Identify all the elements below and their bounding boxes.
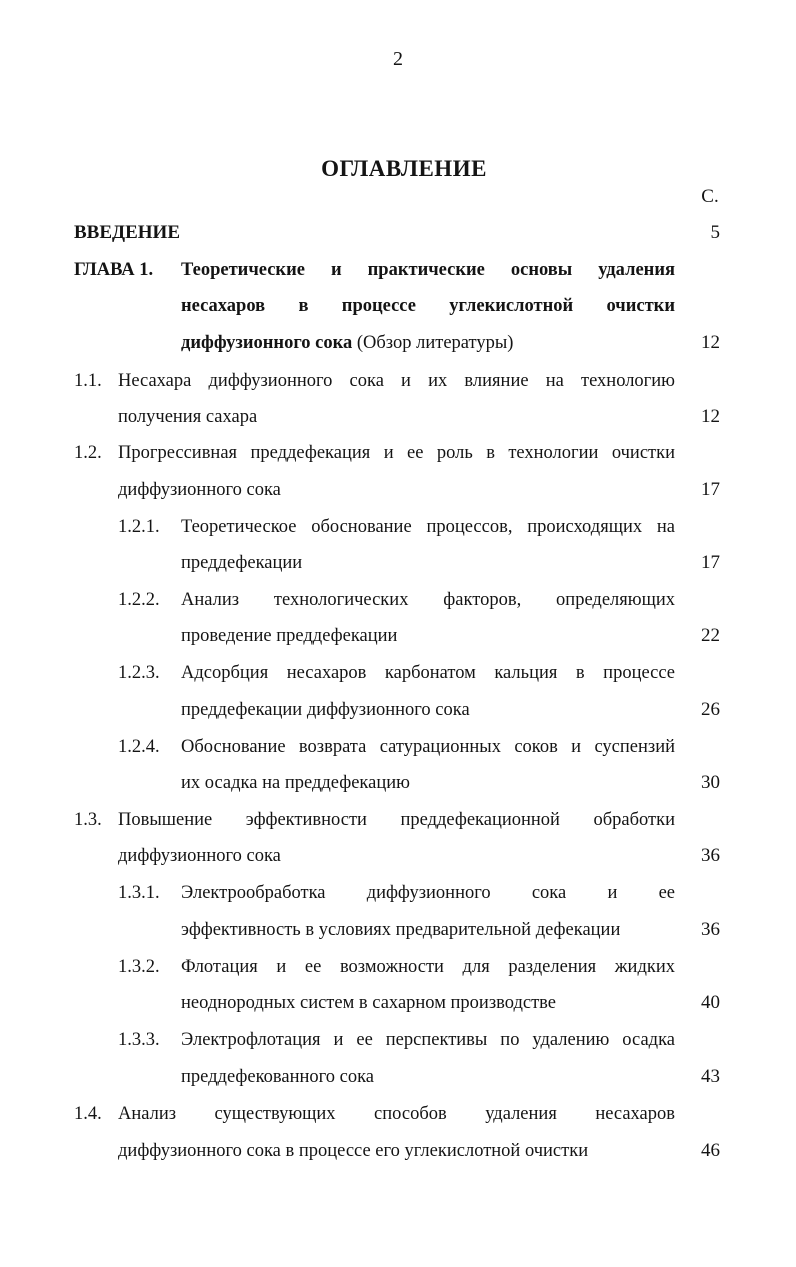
toc-entry-line: их осадка на преддефекацию bbox=[181, 773, 410, 793]
toc-entry-page: 40 bbox=[701, 992, 720, 1013]
toc-entry-number: 1.2.2. bbox=[118, 590, 160, 610]
toc-entry-line: Флотация и ее возможности для разделения жидких bbox=[181, 957, 675, 977]
toc-entry-number: 1.4. bbox=[74, 1104, 102, 1124]
toc-entry-line: несахаров в процессе углекислотной очистки bbox=[181, 296, 675, 316]
toc-entry-number: 1.1. bbox=[74, 371, 102, 391]
toc-entry-number: 1.3.1. bbox=[118, 883, 160, 903]
toc-entry-line: Прогрессивная преддефекация и ее роль в технологии очистки bbox=[118, 443, 675, 463]
toc-entry-line: Несахара диффузионного сока и их влияние на технологию bbox=[118, 371, 675, 391]
toc-entry-number: ГЛАВА 1. bbox=[74, 260, 154, 280]
toc-entry-number: 1.3. bbox=[74, 810, 102, 830]
toc-entry-number: 1.2. bbox=[74, 443, 102, 463]
toc-entry-line: Адсорбция несахаров карбонатом кальция в процессе bbox=[181, 663, 675, 683]
toc-entry-page: 17 bbox=[701, 479, 720, 500]
toc-entry-page: 36 bbox=[701, 919, 720, 940]
toc-entry-line: Анализ технологических факторов, определяющих bbox=[181, 590, 675, 610]
toc-entry-line: Электрофлотация и ее перспективы по удалению осадка bbox=[181, 1030, 675, 1050]
toc-entry-page: 43 bbox=[701, 1066, 720, 1087]
toc-entry-line: преддефекации диффузионного сока bbox=[181, 700, 470, 720]
toc-entry-number: 1.2.1. bbox=[118, 517, 160, 537]
toc-entry-page: 36 bbox=[701, 845, 720, 866]
toc-entry-page: 22 bbox=[701, 625, 720, 646]
toc-entry-page: 5 bbox=[710, 222, 720, 243]
toc-entry-bold-part: диффузионного сока bbox=[181, 333, 353, 353]
toc-title: ОГЛАВЛЕНИЕ bbox=[321, 156, 487, 181]
toc-entry-label: ВВЕДЕНИЕ bbox=[74, 222, 180, 243]
toc-entry-number: 1.3.2. bbox=[118, 957, 160, 977]
toc-entry-line: Анализ существующих способов удаления несахаров bbox=[118, 1104, 675, 1124]
toc-entry-line: Обоснование возврата сатурационных соков и суспензий bbox=[181, 737, 675, 757]
page-column-label: С. bbox=[701, 186, 719, 207]
toc-entry-page: 46 bbox=[701, 1140, 720, 1161]
toc-entry-line: диффузионного сока bbox=[118, 480, 281, 500]
toc-entry-line: получения сахара bbox=[118, 407, 258, 427]
toc-entry-line: неоднородных систем в сахарном производстве bbox=[181, 993, 557, 1013]
toc-entry-line bbox=[181, 330, 513, 356]
toc-entry-line: Повышение эффективности преддефекационной обработки bbox=[118, 810, 675, 830]
toc-entry-line: эффективность в условиях предварительной дефекации bbox=[181, 920, 621, 940]
toc-entry-page: 12 bbox=[701, 332, 720, 353]
toc-entry-line: диффузионного сока в процессе его углекислотной очистки bbox=[118, 1141, 589, 1161]
toc-entry-plain-part: (Обзор литературы) bbox=[352, 333, 514, 353]
toc-entry-line: Теоретическое обоснование процессов, происходящих на bbox=[181, 517, 675, 537]
toc-entry-page: 12 bbox=[701, 406, 720, 427]
toc-entry-line: преддефекации bbox=[181, 553, 303, 573]
toc-entry-line: Теоретические и практические основы удаления bbox=[181, 260, 675, 280]
page-number: 2 bbox=[393, 48, 403, 70]
toc-entry-number: 1.3.3. bbox=[118, 1030, 160, 1050]
toc-entry-number: 1.2.3. bbox=[118, 663, 160, 683]
toc-entry-page: 26 bbox=[701, 699, 720, 720]
toc-entry-line: диффузионного сока bbox=[118, 846, 281, 866]
toc-entry-line: Электрообработка диффузионного сока и ее bbox=[181, 883, 675, 903]
toc-entry-page: 30 bbox=[701, 772, 720, 793]
toc-entry-page: 17 bbox=[701, 552, 720, 573]
toc-entry-line: преддефекованного сока bbox=[181, 1067, 375, 1087]
toc-entry-line: проведение преддефекации bbox=[181, 626, 398, 646]
toc-entry-number: 1.2.4. bbox=[118, 737, 160, 757]
